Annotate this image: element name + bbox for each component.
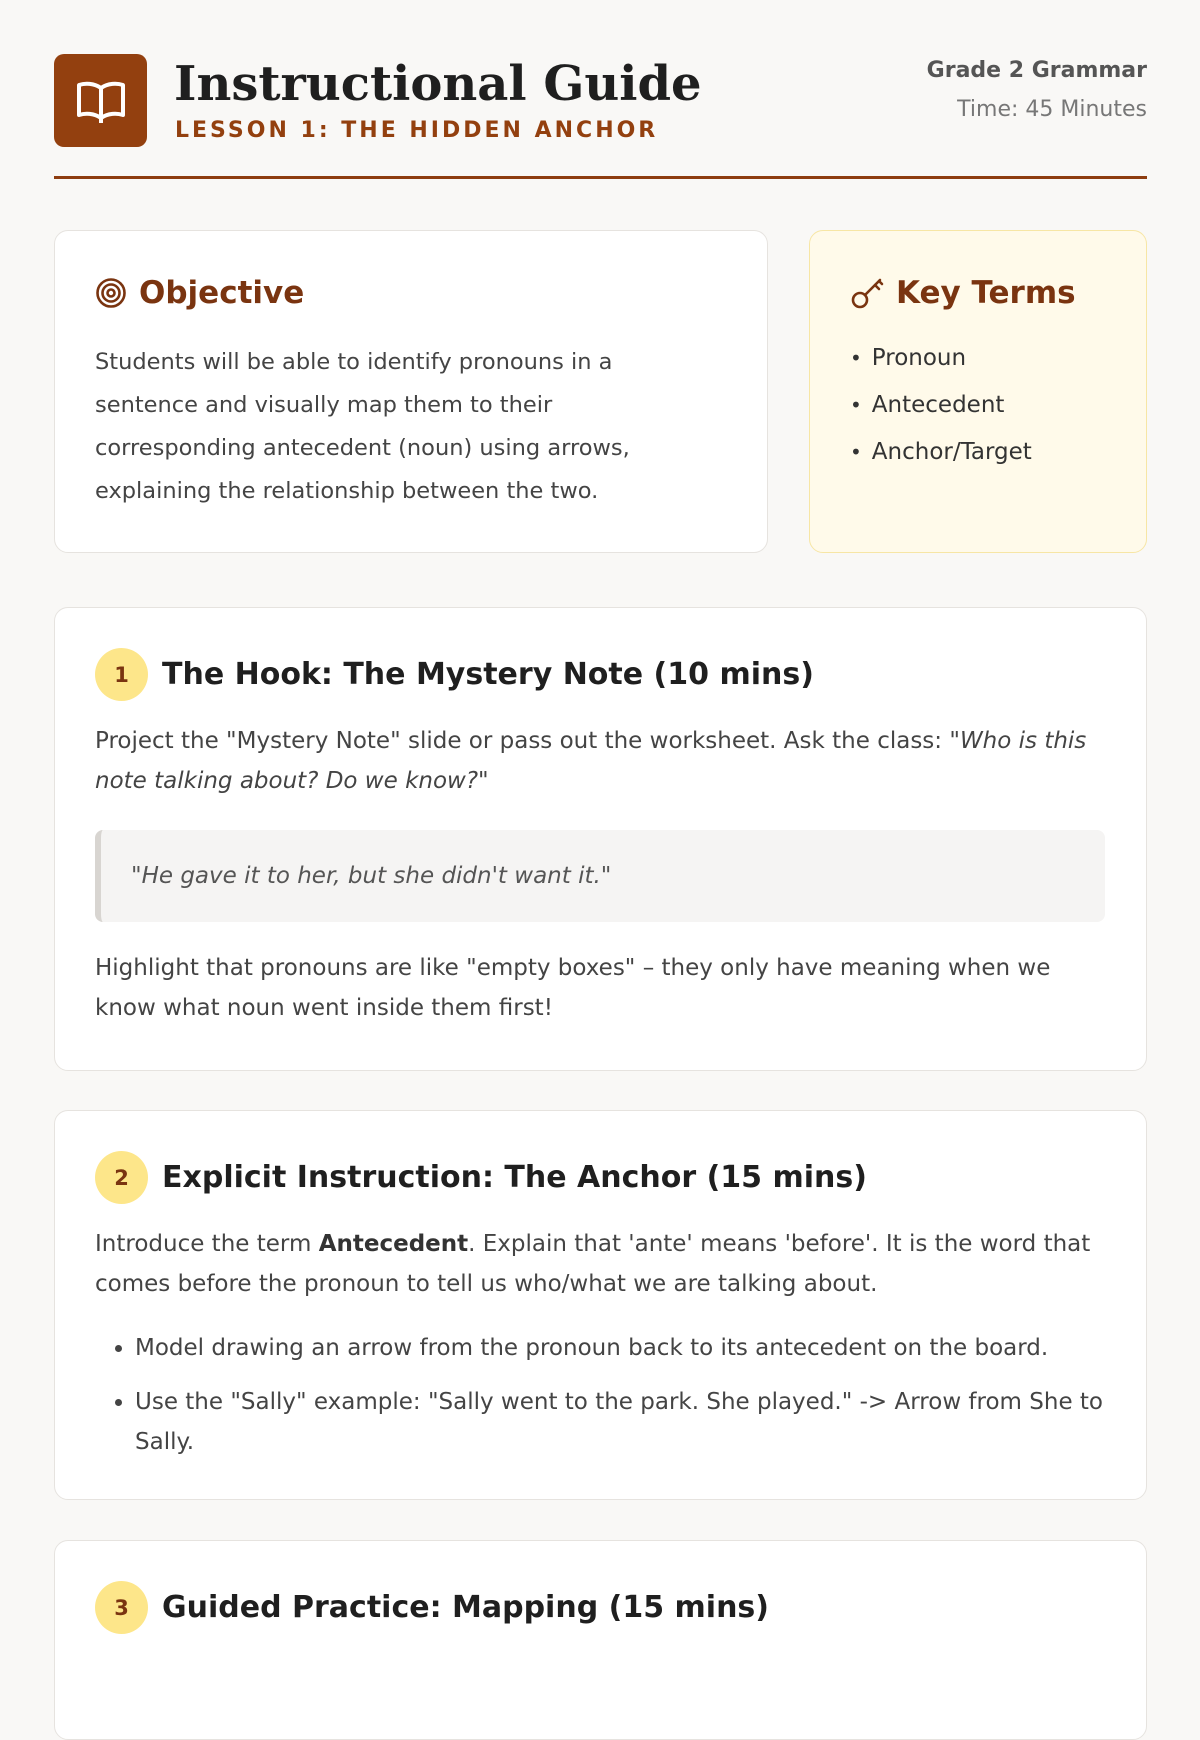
step-card-practice: [54, 1540, 1147, 1740]
step-title: The Hook: The Mystery Note (10 mins): [162, 657, 814, 692]
step-intro-text: Project the "Mystery Note" slide or pass out the worksheet. Ask the class: "Who is this note talking about? Do we know?": [95, 728, 1087, 794]
key-term-item: • Anchor/Target: [850, 429, 1032, 476]
step-card-hook: [54, 607, 1147, 1071]
key-terms-card: [809, 230, 1147, 553]
step-title: Explicit Instruction: The Anchor (15 mins): [162, 1160, 867, 1195]
grade-label: Grade 2 Grammar: [926, 58, 1147, 83]
list-item: • Use the "Sally" example: "Sally went to the park. She played." -> Arrow from She to Sally.: [135, 1382, 1145, 1462]
page-header: [54, 54, 1147, 179]
step-heading: [95, 1151, 867, 1204]
key-terms-title: Key Terms: [896, 275, 1076, 311]
time-label: Time: 45 Minutes: [957, 97, 1147, 122]
objective-text: Students will be able to identify pronouns in a sentence and visually map them to their corresponding antecedent (noun) using arrows, explaining the relationship between the two.: [95, 349, 630, 504]
step-intro-text: Introduce the term Antecedent. Explain that 'ante' means 'before'. It is the word that comes before the pronoun to tell us who/what we are talking about.: [95, 1231, 1091, 1297]
key-term-item: • Antecedent: [850, 382, 1032, 429]
mystery-note-quote: "He gave it to her, but she didn't want it.": [95, 830, 1105, 922]
list-item: • Model drawing an arrow from the pronoun back to its antecedent on the board.: [135, 1328, 1145, 1368]
page-title: Instructional Guide: [174, 56, 702, 112]
lesson-meta: [927, 58, 1147, 122]
key-terms-list: [850, 335, 1032, 476]
target-icon: [95, 277, 127, 309]
objective-title: Objective: [139, 275, 305, 311]
key-icon: [850, 276, 884, 310]
step-heading: [95, 1581, 769, 1634]
step-title: Guided Practice: Mapping (15 mins): [162, 1590, 769, 1625]
term-highlight: Antecedent: [318, 1231, 469, 1257]
step-outro-text: Highlight that pronouns are like "empty boxes" – they only have meaning when we know what noun went inside them first!: [95, 955, 1051, 1021]
key-term-item: • Pronoun: [850, 335, 1032, 382]
step-number-badge: 1: [95, 648, 148, 701]
instruction-list: [95, 1328, 1145, 1476]
question-text: "Who is this note talking about? Do we know?": [95, 728, 1087, 794]
key-terms-heading: [850, 275, 1076, 311]
step-heading: [95, 648, 814, 701]
open-book-icon: [54, 54, 147, 147]
objective-heading: [95, 275, 304, 311]
step-number-badge: 3: [95, 1581, 148, 1634]
step-card-instruction: [54, 1110, 1147, 1500]
objective-card: [54, 230, 768, 553]
lesson-subtitle: LESSON 1: THE HIDDEN ANCHOR: [175, 118, 659, 143]
step-number-badge: 2: [95, 1151, 148, 1204]
